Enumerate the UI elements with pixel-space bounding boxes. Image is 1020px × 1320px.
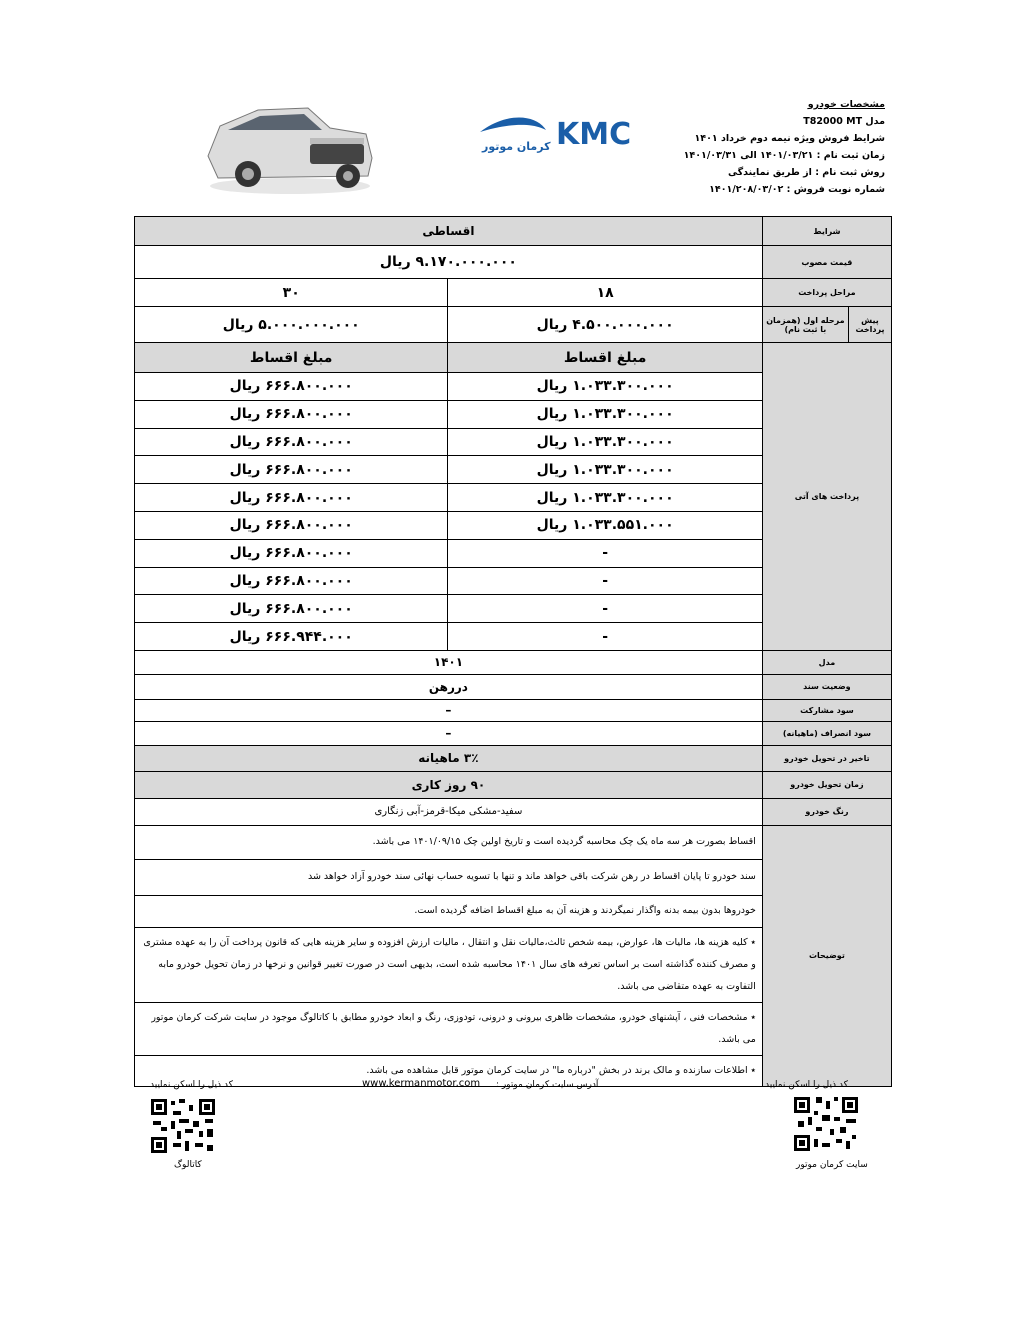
site-url[interactable]: www.kermanmotor.com bbox=[362, 1078, 481, 1089]
first-stage-18: ۴.۵۰۰.۰۰۰.۰۰۰ ریال bbox=[448, 307, 762, 343]
price-label: قیمت مصوب bbox=[762, 246, 891, 279]
model-value: ۱۴۰۱ bbox=[135, 650, 763, 674]
cancel-value: – bbox=[135, 721, 763, 745]
note-3: خودروها بدون بیمه بدنه واگذار نمیگردند و هزینه آن به مبلغ اقساط اضافه گردیده است. bbox=[135, 895, 763, 927]
delivery-value: ۹۰ روز کاری bbox=[135, 771, 763, 798]
installment-18: - bbox=[448, 539, 762, 567]
installment-30: ۶۶۶.۹۴۴.۰۰۰ ریال bbox=[135, 623, 448, 651]
header-registration-time: زمان ثبت نام : ۱۴۰۱/۰۳/۲۱ الی ۱۴۰۱/۰۳/۳۱ bbox=[683, 150, 885, 161]
delivery-label: زمان تحویل خودرو bbox=[762, 771, 891, 798]
scan-text-left: کد ذیل را اسکن نمایید bbox=[150, 1080, 233, 1090]
scan-text-right: کد ذیل را اسکن نمایید bbox=[765, 1080, 848, 1090]
svg-text:KMC: KMC bbox=[556, 117, 632, 152]
note-4: ٭ کلیه هزینه ها، مالیات ها، عوارض، بیمه شخص ثالث،مالیات نقل و انتقال ، مالیات ارزش افزوده و سایر هزینه هایی که قانون پرداخت آن را به عهده مشتری و مصرف کننده گذاشته است بر اساس تعرفه های سال ۱۴۰۱ محاسبه شده است، بدیهی است در صورت تغییر قوانین و نرخها در زمان تحویل خودرو مابه التفاوت به عهده متقاضی می باشد. bbox=[135, 927, 763, 1002]
site-qr-code[interactable] bbox=[792, 1095, 860, 1153]
doc-status-label: وضعیت سند bbox=[762, 674, 891, 699]
price-value: ۹.۱۷۰.۰۰۰.۰۰۰ ریال bbox=[135, 246, 763, 279]
installment-header-18: مبلغ اقساط bbox=[448, 343, 762, 373]
installment-header-30: مبلغ اقساط bbox=[135, 343, 448, 373]
notes-label: توضیحات bbox=[762, 825, 891, 1086]
first-stage-label: مرحله اول (همزمان با ثبت نام) bbox=[762, 307, 848, 343]
installment-18: ۱.۰۳۳.۳۰۰.۰۰۰ ریال bbox=[448, 373, 762, 401]
model-label: مدل bbox=[762, 650, 891, 674]
first-stage-30: ۵.۰۰۰.۰۰۰.۰۰۰ ریال bbox=[135, 307, 448, 343]
color-value: سفید-مشکی میکا-قرمز-آبی زنگاری bbox=[135, 798, 763, 825]
note-2: سند خودرو تا پایان اقساط در رهن شرکت باقی خواهد ماند و تنها با تسویه حساب نهائی سند خودرو آزاد خواهد شد bbox=[135, 859, 763, 895]
car-image bbox=[198, 98, 376, 198]
color-label: رنگ خودرو bbox=[762, 798, 891, 825]
installment-18: ۱.۰۳۳.۳۰۰.۰۰۰ ریال bbox=[448, 400, 762, 428]
installment-30: ۶۶۶.۸۰۰.۰۰۰ ریال bbox=[135, 539, 448, 567]
future-payments-label: پرداخت های آتی bbox=[762, 343, 891, 651]
note-1: اقساط بصورت هر سه ماه یک چک محاسبه گردیده است و تاریخ اولین چک ۱۴۰۱/۰۹/۱۵ می باشد. bbox=[135, 825, 763, 859]
kmc-logo bbox=[476, 110, 632, 158]
note-6: ٭ اطلاعات سازنده و مالک برند در بخش "درباره ما" در سایت کرمان موتور قابل مشاهده می باشد. bbox=[135, 1055, 763, 1086]
installment-30: ۶۶۶.۸۰۰.۰۰۰ ریال bbox=[135, 484, 448, 512]
partnership-value: – bbox=[135, 699, 763, 721]
catalog-caption: کاتالوگ bbox=[174, 1160, 202, 1170]
header-registration-method: روش ثبت نام : از طریق نمایندگی bbox=[727, 167, 885, 178]
site-caption: سایت کرمان موتور bbox=[796, 1160, 868, 1170]
partnership-label: سود مشارکت bbox=[762, 699, 891, 721]
installment-30: ۶۶۶.۸۰۰.۰۰۰ ریال bbox=[135, 400, 448, 428]
installment-30: ۶۶۶.۸۰۰.۰۰۰ ریال bbox=[135, 373, 448, 401]
installment-18: ۱.۰۳۳.۳۰۰.۰۰۰ ریال bbox=[448, 484, 762, 512]
delay-value: ۳٪ ماهیانه bbox=[135, 745, 763, 771]
delay-label: تاخیر در تحویل خودرو bbox=[762, 745, 891, 771]
doc-status-value: دررهن bbox=[135, 674, 763, 699]
installment-18: ۱.۰۳۳.۵۵۱.۰۰۰ ریال bbox=[448, 511, 762, 539]
installment-30: ۶۶۶.۸۰۰.۰۰۰ ریال bbox=[135, 511, 448, 539]
catalog-qr-code[interactable] bbox=[149, 1097, 217, 1155]
installment-18: - bbox=[448, 623, 762, 651]
conditions-label: شرایط bbox=[762, 217, 891, 246]
installment-30: ۶۶۶.۸۰۰.۰۰۰ ریال bbox=[135, 456, 448, 484]
site-address-label: آدرس سایت کرمان موتور : bbox=[496, 1080, 599, 1090]
header-info bbox=[684, 96, 885, 198]
stage-30: ۳۰ bbox=[135, 279, 448, 307]
header-circular-number: شماره نوبت فروش : ۱۴۰۱/۲۰۸/۰۳/۰۲ bbox=[709, 184, 885, 195]
installment-30: ۶۶۶.۸۰۰.۰۰۰ ریال bbox=[135, 595, 448, 623]
prepay-label: پیش پرداخت bbox=[848, 307, 891, 343]
stages-label: مراحل پرداخت bbox=[762, 279, 891, 307]
cancel-label: سود انصراف (ماهیانه) bbox=[762, 721, 891, 745]
header-model: مدل T82000 MT bbox=[803, 116, 885, 127]
stage-18: ۱۸ bbox=[448, 279, 762, 307]
note-5: ٭ مشخصات فنی ، آپشنهای خودرو، مشخصات ظاهری بیرونی و درونی، تودوزی، رنگ و ابعاد خودرو مطابق با کاتالوگ موجود در سایت شرکت کرمان موتور می باشد. bbox=[135, 1002, 763, 1055]
pricing-table bbox=[134, 216, 892, 1087]
svg-text:کرمان موتور: کرمان موتور bbox=[482, 140, 551, 153]
installment-18: ۱.۰۳۳.۳۰۰.۰۰۰ ریال bbox=[448, 456, 762, 484]
installment-18: - bbox=[448, 595, 762, 623]
header-conditions: شرایط فروش ویژه نیمه دوم خرداد ۱۴۰۱ bbox=[694, 133, 885, 144]
header-title: مشخصات خودرو bbox=[807, 99, 885, 110]
installment-30: ۶۶۶.۸۰۰.۰۰۰ ریال bbox=[135, 428, 448, 456]
conditions-value: اقساطی bbox=[135, 217, 763, 246]
installment-30: ۶۶۶.۸۰۰.۰۰۰ ریال bbox=[135, 567, 448, 595]
installment-18: - bbox=[448, 567, 762, 595]
installment-18: ۱.۰۳۳.۳۰۰.۰۰۰ ریال bbox=[448, 428, 762, 456]
